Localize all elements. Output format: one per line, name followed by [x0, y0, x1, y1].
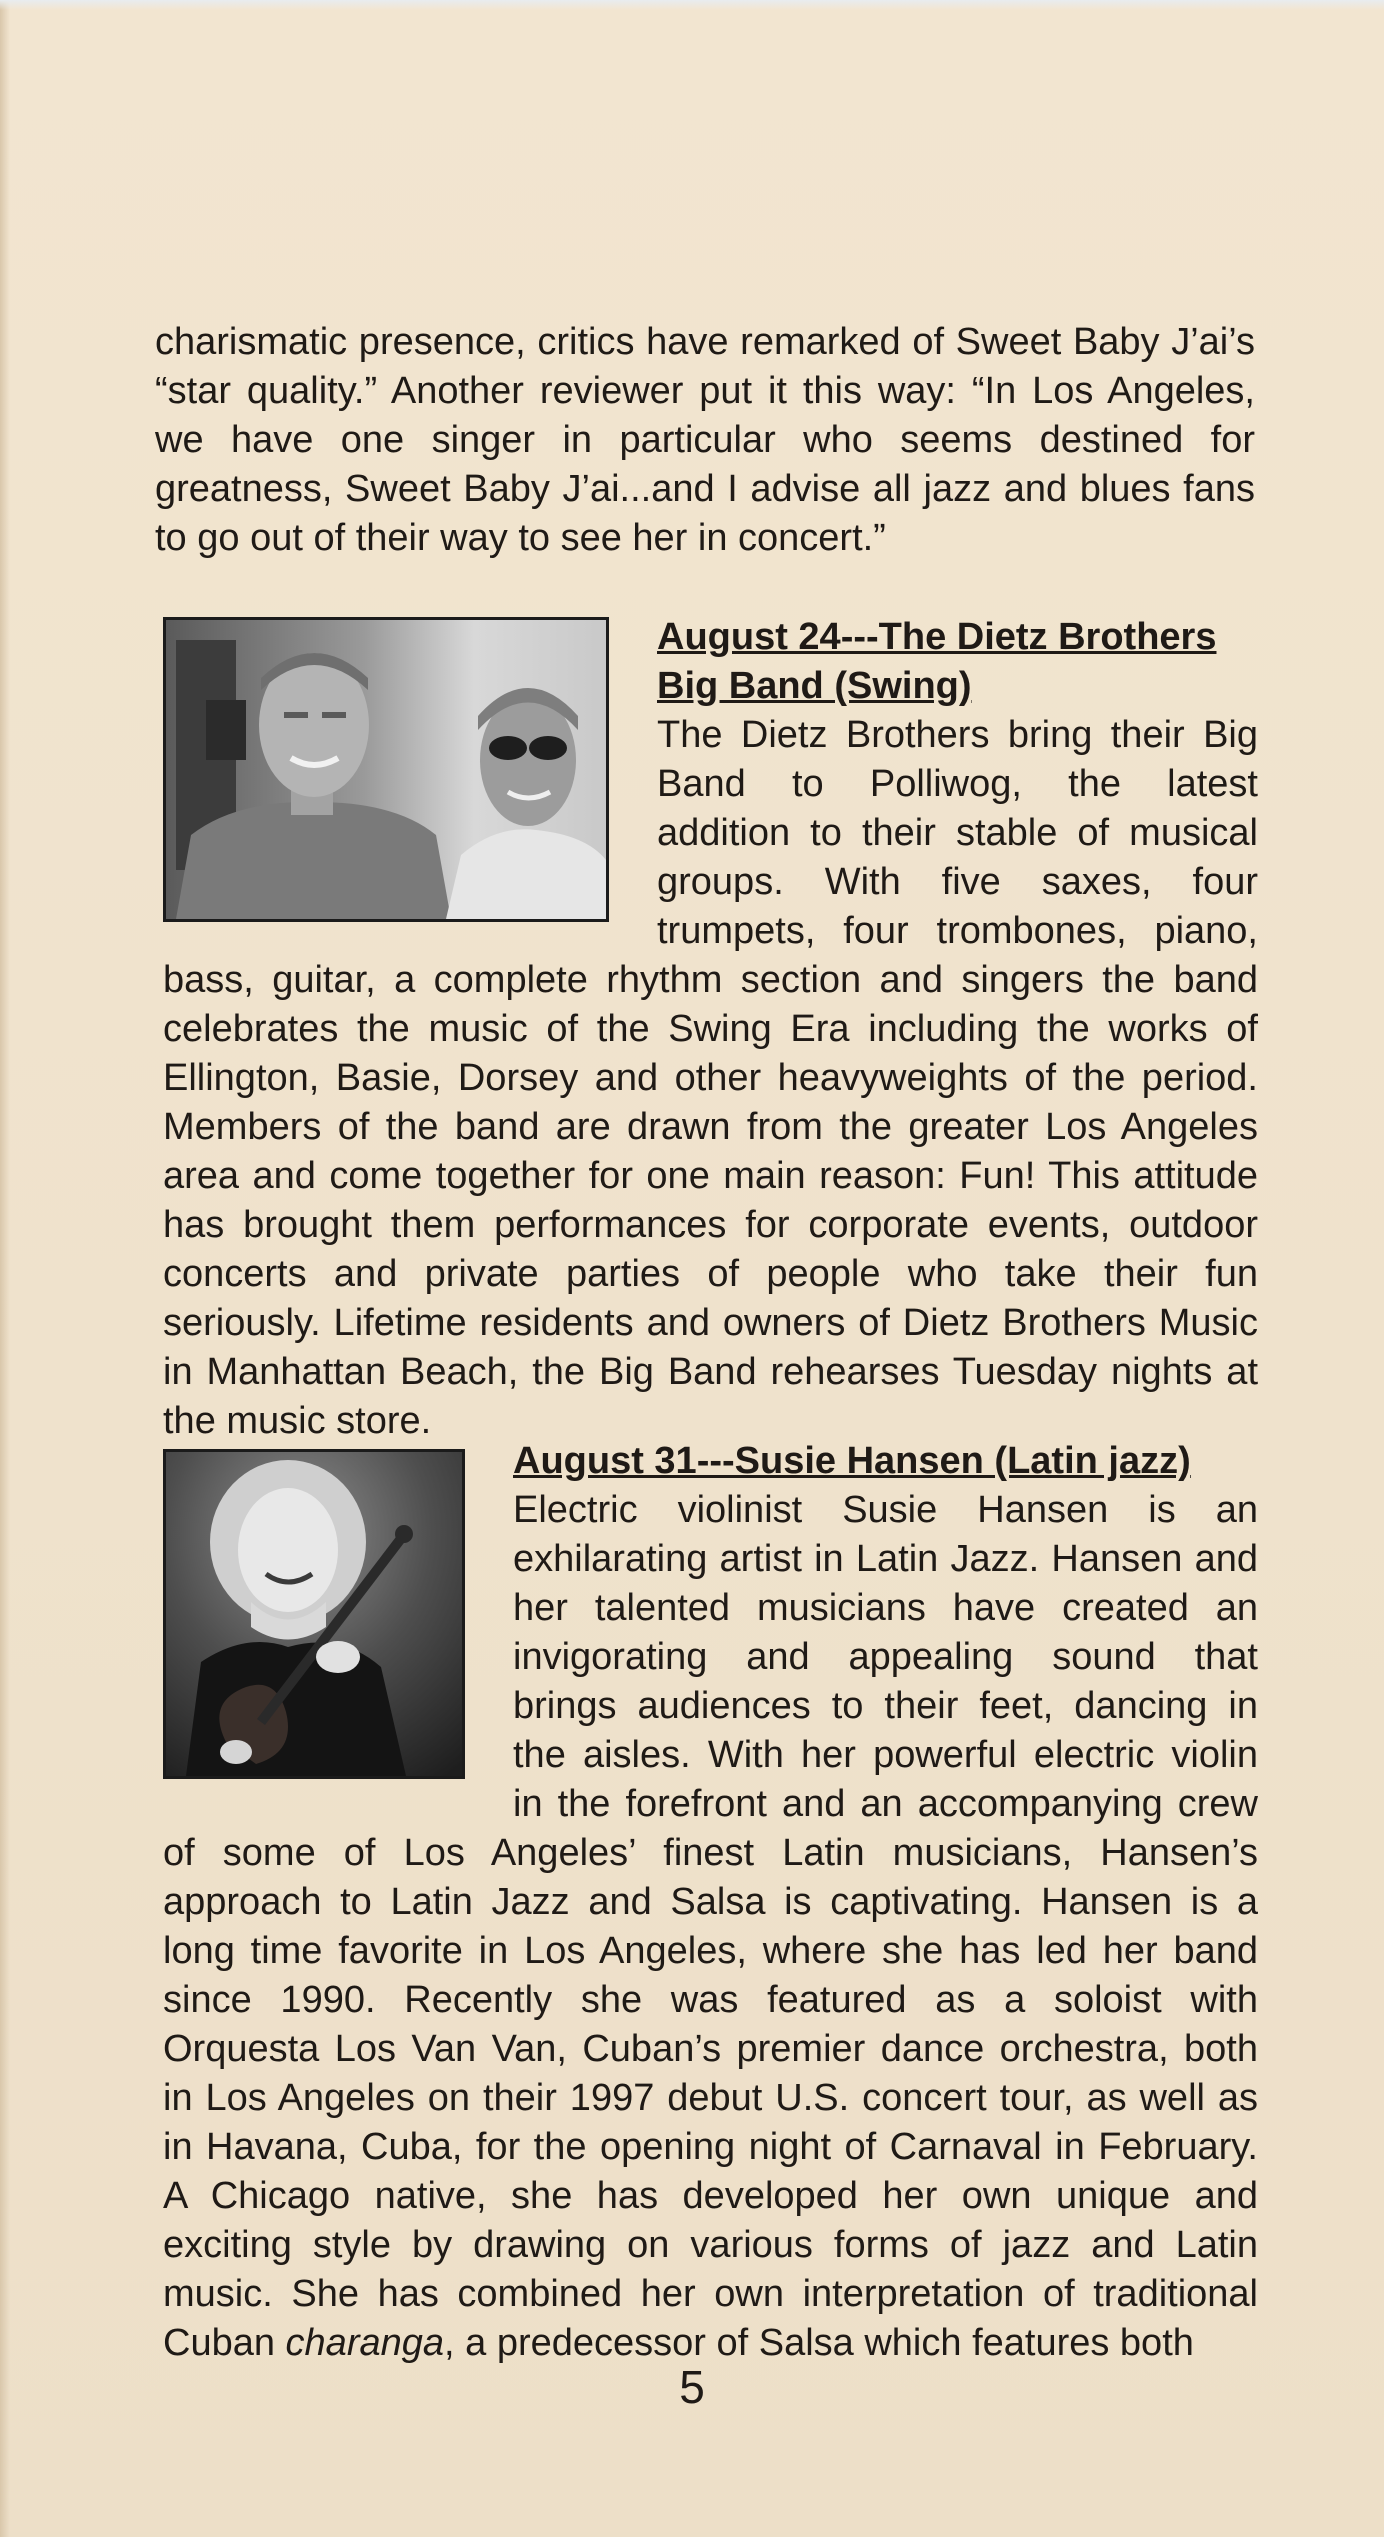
event-heading-hansen: August 31---Susie Hansen (Latin jazz)	[513, 1440, 1191, 1482]
intro-paragraph: charismatic presence, critics have remarked of Sweet Baby J’ai’s “star quality.” Another reviewer put it this way: “In Los Angeles, we have one singer in particular who seems destined for greatness, Sweet Baby J’ai...and I advise all jazz and blues fans to go out of their way to see her in concert.”	[155, 321, 1255, 559]
event-susie-hansen	[163, 1437, 1258, 2368]
susie-hansen-photo	[163, 1449, 465, 1779]
event-body-hansen-text: Electric violinist Susie Hansen is an exhilarating artist in Latin Jazz. Hansen and her talented musicians have created an invigorating and appealing sound that brings audiences to their feet, dancing in the aisles. With her powerful electric violin in the forefront and an accompanying crew of some of Los Angeles’ finest Latin musicians, Hansen’s approach to Latin Jazz and Salsa is captivating. Hansen is a long time favorite in Los Angeles, where she has led her band since 1990. Recently she was featured as a soloist with Orquesta Los Van Van, Cuban’s premier dance orchestra, both in Los Angeles on their 1997 debut U.S. concert tour, as well as in Havana, Cuba, for the opening night of Carnaval in February. A Chicago native, she has developed her own unique and exciting style by drawing on various forms of jazz and Latin music. She has combined her own interpretation of traditional Cuban	[163, 1489, 1258, 2364]
charanga-italic: charanga	[285, 2322, 445, 2364]
event-heading-dietz: August 24---The Dietz Brothers Big Band (Swing)	[657, 616, 1217, 707]
event-body-hansen-end: , a predecessor of Salsa which features both	[444, 2322, 1194, 2364]
page-number: 5	[679, 2361, 705, 2413]
dietz-brothers-photo	[163, 617, 609, 922]
event-body-dietz: The Dietz Brothers bring their Big Band to Polliwog, the latest addition to their stable of musical groups. With five saxes, four trumpets, four trombones, piano, bass, guitar, a complete rhythm section and singers the band celebrates the music of the Swing Era including the works of Ellington, Basie, Dorsey and other heavyweights of the period. Members of the band are drawn from the greater Los Angeles area and come together for one main reason: Fun! This attitude has brought them performances for corporate events, outdoor concerts and private parties of people who take their fun seriously. Lifetime residents and owners of Dietz Brothers Music in Manhattan Beach, the Big Band rehearses Tuesday nights at the music store.	[163, 714, 1258, 1442]
event-dietz-brothers	[163, 613, 1258, 1446]
